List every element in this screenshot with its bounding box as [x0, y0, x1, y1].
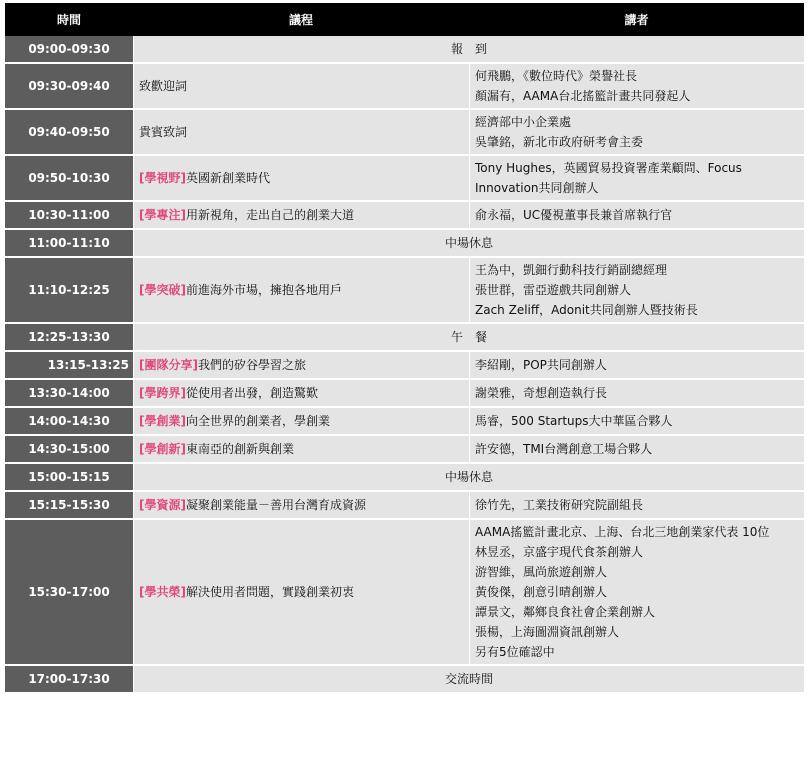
table-row: [5, 258, 804, 324]
table-row: [5, 436, 804, 464]
topic-cell: [133, 352, 469, 380]
time-cell: 14:30-15:00: [5, 436, 133, 464]
topic-tag: [學跨界]: [139, 386, 186, 400]
speaker-cell: [469, 492, 804, 520]
topic-title: 英國新創業時代: [185, 171, 270, 185]
speaker-line: 許安德，TMI台灣創意工場合夥人: [475, 442, 653, 456]
speaker-line: AAMA搖籃計畫北京、上海、台北三地創業家代表 10位: [475, 525, 770, 539]
topic-cell: [133, 436, 469, 464]
header-speaker: 講者: [469, 3, 804, 36]
topic-cell: [133, 202, 469, 230]
topic-tag: [學創新]: [139, 442, 186, 456]
table-row: [5, 202, 804, 230]
topic-title: 凝聚創業能量－善用台灣育成資源: [185, 498, 366, 512]
speaker-cell: [469, 156, 804, 202]
topic-cell: [133, 258, 469, 324]
table-row: [5, 230, 804, 258]
speaker-line: 吳肇銘，新北市政府研考會主委: [475, 135, 644, 149]
topic-cell: [133, 408, 469, 436]
speaker-line: 謝榮雅，奇想創造執行長: [475, 386, 608, 400]
table-row: [5, 666, 804, 694]
time-cell: 11:10-12:25: [5, 258, 133, 324]
topic-cell: [133, 520, 469, 666]
agenda-body: [5, 36, 804, 694]
topic-tag: [學共榮]: [139, 585, 186, 599]
table-row: [5, 352, 804, 380]
topic-title: 向全世界的創業者，學創業: [185, 414, 330, 428]
time-cell: 17:00-17:30: [5, 666, 133, 694]
time-cell: 09:40-09:50: [5, 110, 133, 156]
topic-cell: [133, 156, 469, 202]
topic-title: 從使用者出發，創造驚歎: [185, 386, 318, 400]
topic-cell: [133, 64, 469, 110]
break-cell: 報 到: [133, 36, 804, 64]
speaker-line: 俞永福，UC優視董事長兼首席執行官: [475, 208, 673, 222]
topic-title: 致歡迎詞: [139, 79, 188, 93]
speaker-line: 黃俊傑，創意引晴創辦人: [475, 585, 608, 599]
time-cell: 13:15-13:25: [5, 352, 133, 380]
speaker-cell: [469, 110, 804, 156]
speaker-line: 譚景文，鄰鄉良食社會企業創辦人: [475, 605, 656, 619]
speaker-cell: [469, 408, 804, 436]
time-cell: 11:00-11:10: [5, 230, 133, 258]
table-row: [5, 492, 804, 520]
speaker-cell: [469, 64, 804, 110]
speaker-cell: [469, 352, 804, 380]
speaker-line: 游智維，風尚旅遊創辦人: [475, 565, 608, 579]
table-row: [5, 64, 804, 110]
table-row: [5, 156, 804, 202]
speaker-line: 張楊，上海圖淵資訊創辦人: [475, 625, 620, 639]
speaker-line: 張世群，雷亞遊戲共同創辦人: [475, 283, 632, 297]
topic-cell: [133, 380, 469, 408]
speaker-line: 李紹剛，POP共同創辦人: [475, 358, 607, 372]
table-row: [5, 464, 804, 492]
speaker-line: 徐竹先，工業技術研究院副組長: [475, 498, 644, 512]
table-row: [5, 110, 804, 156]
time-cell: 14:00-14:30: [5, 408, 133, 436]
speaker-line: 另有5位確認中: [475, 645, 555, 659]
speaker-line: 何飛鵬，《數位時代》榮譽社長: [475, 69, 638, 83]
header-agenda: 議程: [133, 3, 469, 36]
time-cell: 09:00-09:30: [5, 36, 133, 64]
topic-tag: [團隊分享]: [139, 358, 198, 372]
topic-cell: [133, 110, 469, 156]
speaker-line: 顏漏有，AAMA台北搖籃計畫共同發起人: [475, 89, 691, 103]
speaker-cell: [469, 520, 804, 666]
time-cell: 15:00-15:15: [5, 464, 133, 492]
topic-tag: [學專注]: [139, 208, 186, 222]
time-cell: 15:30-17:00: [5, 520, 133, 666]
topic-title: 解決使用者問題，實踐創業初衷: [185, 585, 354, 599]
time-cell: 10:30-11:00: [5, 202, 133, 230]
topic-title: 我們的矽谷學習之旅: [197, 358, 306, 372]
break-cell: 交流時間: [133, 666, 804, 694]
topic-title: 用新視角，走出自己的創業大道: [185, 208, 354, 222]
break-cell: 中場休息: [133, 464, 804, 492]
topic-title: 東南亞的創新與創業: [185, 442, 294, 456]
topic-tag: [學視野]: [139, 171, 186, 185]
topic-tag: [學資源]: [139, 498, 186, 512]
speaker-cell: [469, 258, 804, 324]
speaker-line: 經濟部中小企業處: [475, 115, 572, 129]
table-row: [5, 408, 804, 436]
speaker-line: Tony Hughes，英國貿易投資署產業顧問、Focus: [475, 161, 742, 175]
time-cell: 13:30-14:00: [5, 380, 133, 408]
table-row: [5, 36, 804, 64]
topic-cell: [133, 492, 469, 520]
header-row: [5, 3, 804, 36]
speaker-cell: [469, 436, 804, 464]
speaker-cell: [469, 202, 804, 230]
speaker-line: 王為中，凱鈿行動科技行銷副總經理: [475, 263, 668, 277]
agenda-table: [5, 3, 804, 694]
speaker-line: 馬睿，500 Startups大中華區合夥人: [475, 414, 673, 428]
break-cell: 午 餐: [133, 324, 804, 352]
time-cell: 12:25-13:30: [5, 324, 133, 352]
table-row: [5, 520, 804, 666]
topic-title: 貴賓致詞: [139, 125, 188, 139]
topic-tag: [學突破]: [139, 283, 186, 297]
break-cell: 中場休息: [133, 230, 804, 258]
topic-tag: [學創業]: [139, 414, 186, 428]
table-row: [5, 324, 804, 352]
time-cell: 15:15-15:30: [5, 492, 133, 520]
speaker-line: 林昱丞，京盛宇現代食茶創辦人: [475, 545, 644, 559]
speaker-line: Innovation共同創辦人: [475, 181, 599, 195]
table-row: [5, 380, 804, 408]
topic-title: 前進海外市場，擁抱各地用戶: [185, 283, 342, 297]
speaker-cell: [469, 380, 804, 408]
header-time: 時間: [5, 3, 133, 36]
time-cell: 09:50-10:30: [5, 156, 133, 202]
agenda-table-container: [5, 3, 804, 694]
time-cell: 09:30-09:40: [5, 64, 133, 110]
speaker-line: Zach Zeliff，Adonit共同創辦人暨技術長: [475, 303, 698, 317]
